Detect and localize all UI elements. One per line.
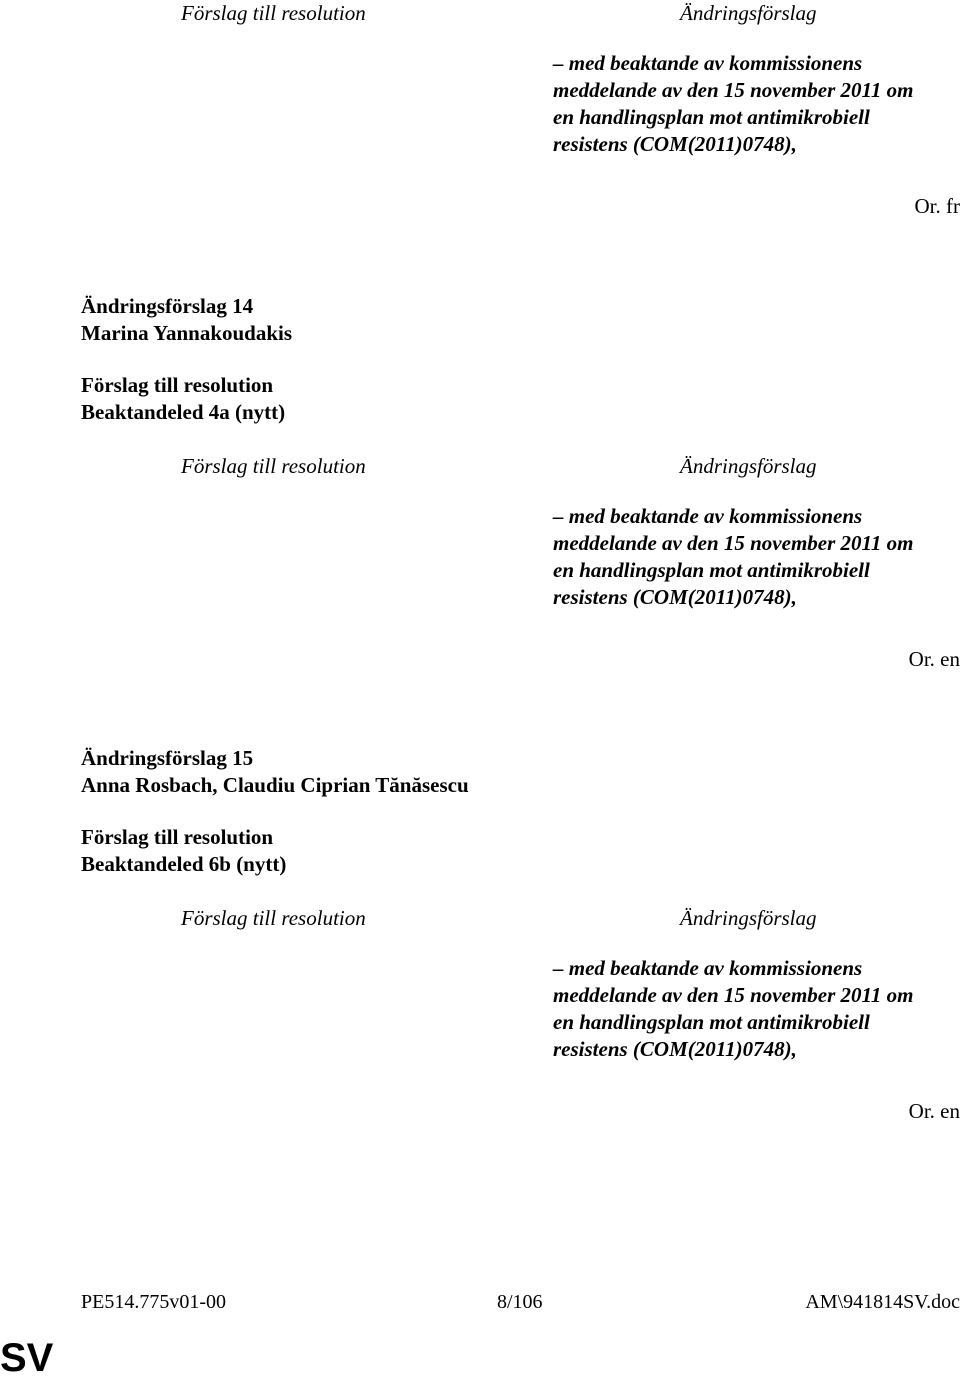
column-head-right: Ändringsförslag xyxy=(680,454,817,478)
amendment-line: meddelande av den 15 november 2011 om xyxy=(553,78,914,102)
amendment-text xyxy=(553,955,913,1063)
amendment-header xyxy=(81,293,292,426)
amendment-line: – med beaktande av kommissionens xyxy=(553,51,863,75)
target-title: Förslag till resolution xyxy=(81,825,274,849)
amendment-line: meddelande av den 15 november 2011 om xyxy=(553,983,914,1007)
amendment-line: en handlingsplan mot antimikrobiell xyxy=(553,105,870,129)
target-item: Beaktandeled 6b (nytt) xyxy=(81,852,287,876)
column-head-left: Förslag till resolution xyxy=(181,906,366,930)
amendment-header xyxy=(81,745,469,878)
column-head-right: Ändringsförslag xyxy=(680,1,817,25)
amendment-line: resistens (COM(2011)0748), xyxy=(553,585,797,609)
original-language: Or. fr xyxy=(914,194,960,218)
amendment-line: resistens (COM(2011)0748), xyxy=(553,132,797,156)
amendment-title: Ändringsförslag 15 xyxy=(81,746,254,770)
amendment-authors: Marina Yannakoudakis xyxy=(81,321,293,345)
footer-file-ref: AM\941814SV.doc xyxy=(805,1291,960,1313)
amendment-line: en handlingsplan mot antimikrobiell xyxy=(553,558,870,582)
footer-page-number: 8/106 xyxy=(497,1291,543,1313)
target-item: Beaktandeled 4a (nytt) xyxy=(81,400,286,424)
amendment-title: Ändringsförslag 14 xyxy=(81,294,254,318)
original-language: Or. en xyxy=(908,647,960,671)
column-head-left: Förslag till resolution xyxy=(181,1,366,25)
footer-doc-ref: PE514.775v01-00 xyxy=(81,1291,226,1313)
amendment-line: – med beaktande av kommissionens xyxy=(553,504,863,528)
amendment-text xyxy=(553,503,913,611)
target-title: Förslag till resolution xyxy=(81,373,274,397)
amendment-line: en handlingsplan mot antimikrobiell xyxy=(553,1010,870,1034)
amendment-line: resistens (COM(2011)0748), xyxy=(553,1037,797,1061)
amendment-authors: Anna Rosbach, Claudiu Ciprian Tănăsescu xyxy=(81,773,469,797)
amendment-text xyxy=(553,50,913,158)
column-head-left: Förslag till resolution xyxy=(181,454,366,478)
original-language: Or. en xyxy=(908,1099,960,1123)
language-code: SV xyxy=(0,1336,54,1380)
amendment-line: – med beaktande av kommissionens xyxy=(553,956,863,980)
amendment-line: meddelande av den 15 november 2011 om xyxy=(553,531,914,555)
column-head-right: Ändringsförslag xyxy=(680,906,817,930)
